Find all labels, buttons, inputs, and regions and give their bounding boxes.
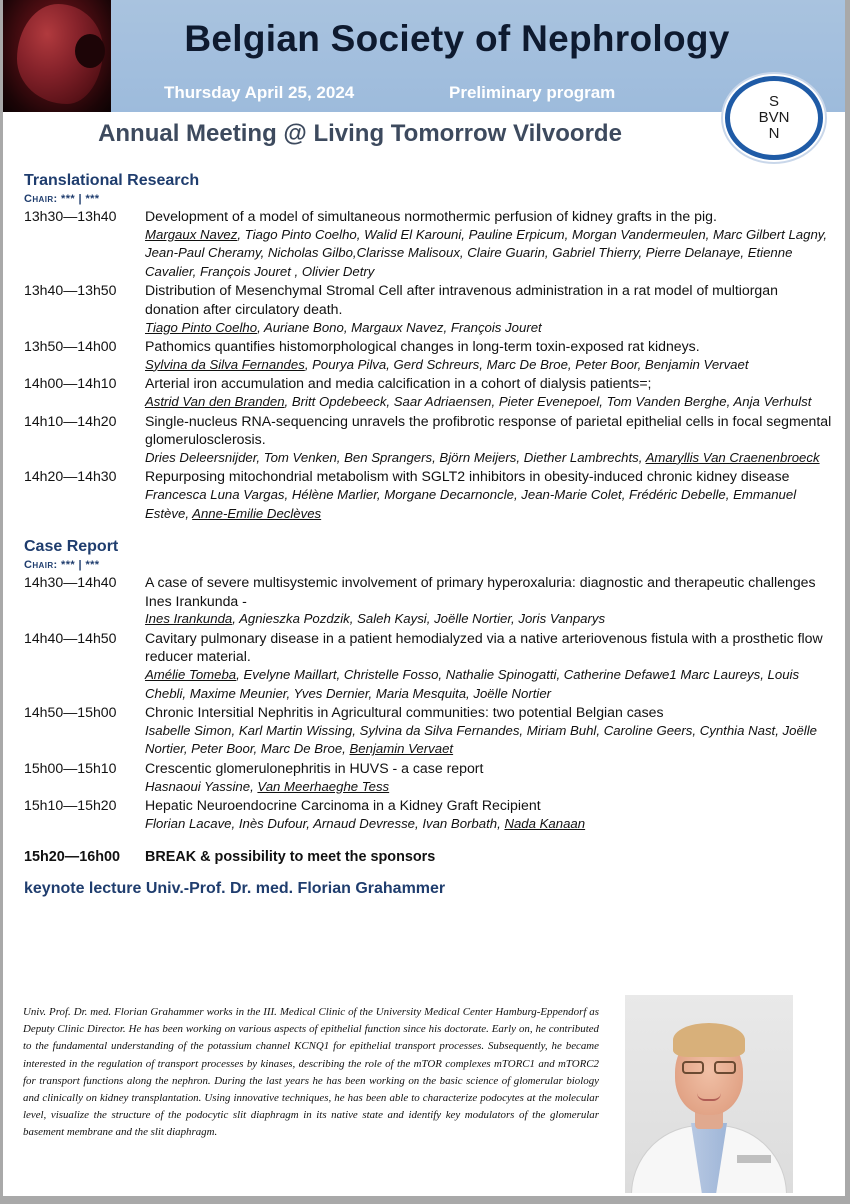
talk-body xyxy=(145,467,834,523)
meeting-title: Annual Meeting @ Living Tomorrow Vilvoorde xyxy=(98,120,622,147)
talk-authors xyxy=(145,778,834,797)
presenter-name: Astrid Van den Branden xyxy=(145,393,285,409)
presenter-name: Ines Irankunda xyxy=(145,611,233,627)
talk-body xyxy=(145,573,834,629)
talk-time: 13h40—13h50 xyxy=(24,282,117,299)
authors-before: Florian Lacave, Inès Dufour, Arnaud Devresse, Ivan Borbath, xyxy=(145,815,505,831)
talk-title: Repurposing mitochondrial metabolism with SGLT2 inhibitors in obesity-induced chronic kidney disease xyxy=(145,468,790,485)
kidney-image xyxy=(3,0,111,112)
keynote-bio: Univ. Prof. Dr. med. Florian Grahammer works in the III. Medical Clinic of the University Medical Center Hamburg-Eppendorf as Deputy Clinic Director. He has been working on various aspects of epithelial function since his doctorate. Early on, he contributed to the fundamental understanding of the potassium channel KCNQ1 for epithelial transport processes. Subsequently, he became interested in the regulation of transport processes by kinases, describing the role of the mTOR complexes mTORC1 and mTORC2 for transport functions along the nephron. During the last years he has been working on the basic science of glomerular biology and clinically on kidney transplantation. Using innovative techniques, he has been able to characterize podocytes at the molecular level, visualize the structure of the podocytic slit diaphragm in its native state and identify key modulators of the glomerular basement membrane and the slit diaphragm. xyxy=(23,1006,599,1139)
talk-authors xyxy=(145,393,834,412)
talk-body xyxy=(145,207,834,281)
talk-title: Cavitary pulmonary disease in a patient hemodialyzed via a native arteriovenous fistula with a prosthetic flow reducer material. xyxy=(145,629,823,665)
talk-authors xyxy=(145,815,834,834)
talk-time: 15h00—15h10 xyxy=(24,760,117,777)
section-gap xyxy=(24,523,834,537)
break-label: BREAK & possibility to meet the sponsors xyxy=(145,849,436,866)
talk-time: 14h20—14h30 xyxy=(24,468,117,485)
presenter-name: Benjamin Vervaet xyxy=(349,741,454,757)
talk-row xyxy=(24,281,834,337)
talk-row xyxy=(24,759,834,796)
talk-row xyxy=(24,703,834,759)
talk-time: 14h00—14h10 xyxy=(24,375,117,392)
talk-title: Hepatic Neuroendocrine Carcinoma in a Kidney Graft Recipient xyxy=(145,797,541,814)
talk-row xyxy=(24,629,834,703)
authors-after: , Pourya Pilva, Gerd Schreurs, Marc De Broe, Peter Boor, Benjamin Vervaet xyxy=(304,356,749,372)
talk-title: A case of severe multisystemic involvement of primary hyperoxaluria: diagnostic and therapeutic challenges Ines Irankunda - xyxy=(145,574,816,609)
chair-line: Chair: *** | *** xyxy=(24,193,100,205)
talk-row xyxy=(24,796,834,833)
authors-before: Francesca Luna Vargas, Hélène Marlier, Morgane Decarnoncle, Jean-Marie Colet, Frédéric Debelle, Emmanuel Estève, xyxy=(145,486,797,521)
talk-time: 13h30—13h40 xyxy=(24,208,117,224)
talk-body xyxy=(145,629,834,703)
authors-after: , Auriane Bono, Margaux Navez, François Jouret xyxy=(257,319,542,335)
talk-body xyxy=(145,281,834,337)
talk-title: Development of a model of simultaneous normothermic perfusion of kidney grafts in the pig. xyxy=(145,208,717,224)
header-banner xyxy=(3,0,845,112)
talk-body xyxy=(145,374,834,411)
presenter-name: Amélie Tomeba xyxy=(145,667,237,683)
authors-after: , Agnieszka Pozdzik, Saleh Kaysi, Joëlle Nortier, Joris Vanparys xyxy=(232,611,606,627)
talk-title: Crescentic glomerulonephritis in HUVS - a case report xyxy=(145,760,484,777)
talk-body xyxy=(145,759,834,796)
talk-authors xyxy=(145,226,834,282)
talk-authors xyxy=(145,666,834,703)
program-status: Preliminary program xyxy=(449,83,616,102)
talk-time: 15h10—15h20 xyxy=(24,797,117,814)
section-title: Case Report xyxy=(24,538,119,556)
meeting-date: Thursday April 25, 2024 xyxy=(164,83,355,102)
presenter-name: Tiago Pinto Coelho xyxy=(145,319,258,335)
authors-before: Dries Deleersnijder, Tom Venken, Ben Sprangers, Björn Meijers, Diether Lambrechts, xyxy=(145,449,646,465)
talk-time: 14h30—14h40 xyxy=(24,574,117,591)
talk-authors xyxy=(145,486,834,523)
section-title: Translational Research xyxy=(24,172,200,189)
org-title: Belgian Society of Nephrology xyxy=(184,18,730,59)
talk-row xyxy=(24,374,834,411)
talk-authors xyxy=(145,449,834,468)
keynote-title: keynote lecture Univ.-Prof. Dr. med. Florian Grahammer xyxy=(24,880,446,898)
break-row xyxy=(24,847,834,867)
talk-time: 13h50—14h00 xyxy=(24,338,117,355)
logo-line-3: N xyxy=(768,125,780,142)
authors-after: , Tiago Pinto Coelho, Walid El Karouni, Pauline Erpicum, Morgan Vandermeulen, Marc Gilbert Lagny, Jean-Paul Cheramy, Nicholas Gilbo,Clarisse Malisoux, Claire Guarin, Gabriel Thierry, Pierre Delanaye, Etienne Cavalier, François Jouret , Olivier Detry xyxy=(145,226,828,279)
talk-authors xyxy=(145,356,834,375)
authors-after: , Evelyne Maillart, Christelle Fosso, Nathalie Spinogatti, Catherine Defawe1 Marc Laureys, Louis Chebli, Maxime Meunier, Yves Dernier, Maria Mesquita, Joëlle Nortier xyxy=(145,667,800,701)
presenter-name: Margaux Navez xyxy=(145,226,238,242)
program-content xyxy=(24,171,834,899)
talk-body xyxy=(145,412,834,468)
talk-row xyxy=(24,467,834,523)
presenter-name: Anne-Emilie Declèves xyxy=(192,505,322,521)
talk-title: Pathomics quantifies histomorphological changes in long-term toxin-exposed rat kidneys. xyxy=(145,338,700,355)
talk-authors xyxy=(145,319,834,338)
talk-body xyxy=(145,703,834,759)
talk-authors xyxy=(145,722,834,759)
talk-row xyxy=(24,573,834,629)
presenter-name: Nada Kanaan xyxy=(504,815,586,831)
talk-title: Distribution of Mesenchymal Stromal Cell after intravenous administration in a rat model of multiorgan donation after circulatory death. xyxy=(145,282,778,317)
logo-line-1: S xyxy=(768,93,779,110)
talk-title: Arterial iron accumulation and media calcification in a cohort of dialysis patients=; xyxy=(145,375,652,392)
authors-before: Hasnaoui Yassine, xyxy=(145,778,258,794)
authors-after: , Britt Opdebeeck, Saar Adriaensen, Pieter Evenepoel, Tom Vanden Berghe, Anja Verhulst xyxy=(284,393,812,409)
presenter-name: Amaryllis Van Craenenbroeck xyxy=(645,449,820,465)
break-time: 15h20—16h00 xyxy=(24,849,120,866)
speaker-photo xyxy=(625,995,793,1193)
talk-row xyxy=(24,412,834,468)
talk-row xyxy=(24,337,834,374)
talk-authors xyxy=(145,610,834,629)
talk-title: Chronic Intersitial Nephritis in Agricultural communities: two potential Belgian cases xyxy=(145,704,664,721)
talk-time: 14h40—14h50 xyxy=(24,629,117,646)
talk-time: 14h10—14h20 xyxy=(24,412,117,429)
talk-row xyxy=(24,207,834,281)
talk-body xyxy=(145,796,834,833)
presenter-name: Van Meerhaeghe Tess xyxy=(257,778,390,794)
logo-line-2: BVN xyxy=(758,109,790,126)
authors-before: Isabelle Simon, Karl Martin Wissing, Sylvina da Silva Fernandes, Miriam Buhl, Caroline Geers, Cynthia Nast, Joëlle Nortier, Peter Boor, Marc De Broe, xyxy=(145,722,817,757)
talk-title: Single-nucleus RNA-sequencing unravels the profibrotic response of parietal epithelial cells in focal segmental glomerulosclerosis. xyxy=(145,412,832,448)
talk-time: 14h50—15h00 xyxy=(24,704,117,721)
talk-body xyxy=(145,337,834,374)
program-page xyxy=(3,0,845,1196)
presenter-name: Sylvina da Silva Fernandes xyxy=(145,356,305,372)
chair-line: Chair: *** | *** xyxy=(24,559,100,572)
